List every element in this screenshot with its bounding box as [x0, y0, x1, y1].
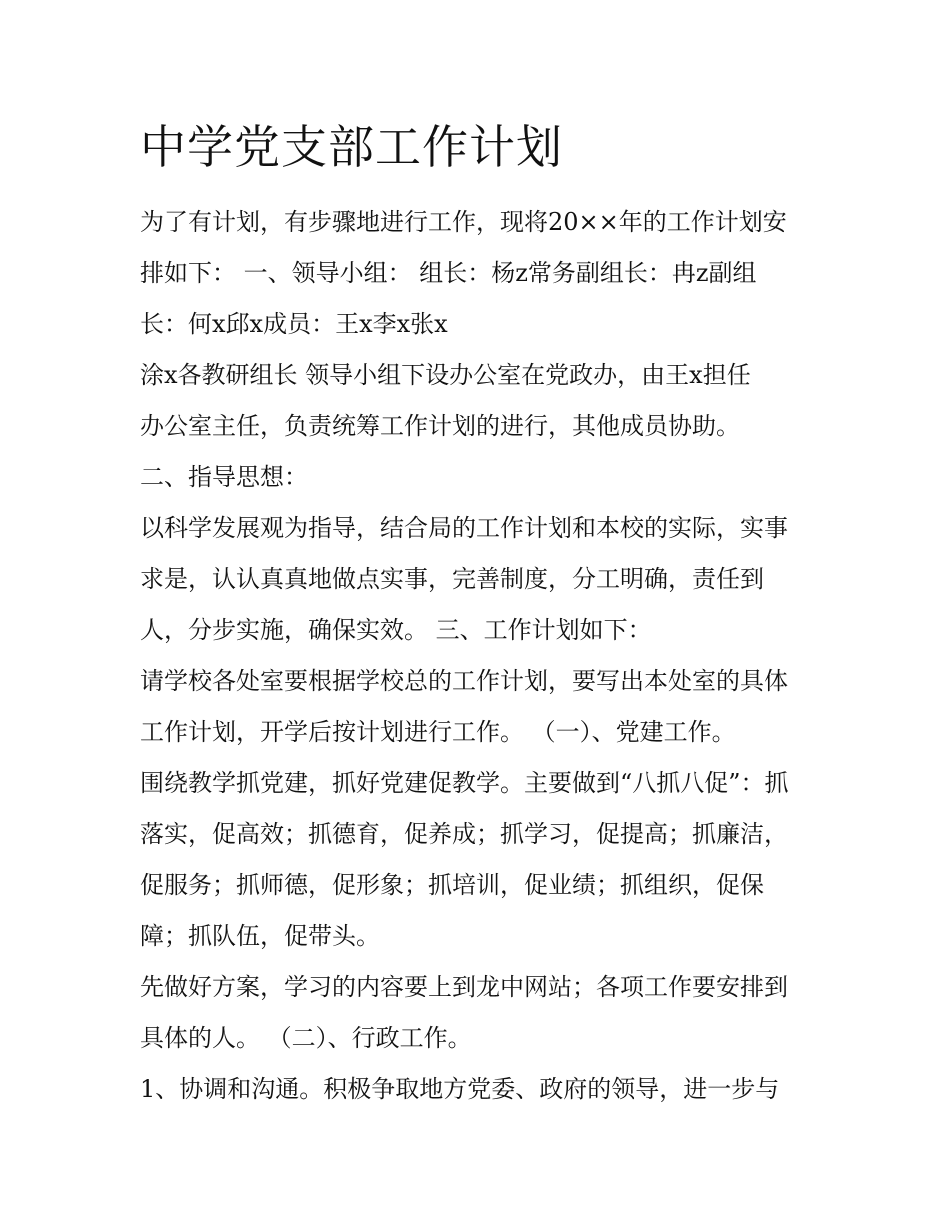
paragraph-line: 促服务；抓师德，促形象；抓培训，促业绩；抓组织，促保: [140, 871, 764, 899]
paragraph-line: 以科学发展观为指导，结合局的工作计划和本校的实际，实事: [140, 514, 788, 542]
paragraph-line: 排如下： 一、领导小组： 组长：杨z常务副组长：冉z副组: [140, 259, 757, 287]
paragraph-line: 长：何x邱x成员：王x李x张x: [140, 310, 448, 338]
paragraph-line: 具体的人。 （二）、行政工作。: [140, 1024, 472, 1052]
paragraph-line: 人，分步实施，确保实效。 三、工作计划如下：: [140, 616, 652, 644]
document-title: 中学党支部工作计划: [140, 120, 563, 174]
paragraph-line: 涂x各教研组长 领导小组下设办公室在党政办，由王x担任: [140, 361, 751, 389]
paragraph-line: 1、协调和沟通。积极争取地方党委、政府的领导，进一步与: [140, 1075, 780, 1103]
paragraph-line: 落实，促高效；抓德育，促养成；抓学习，促提高；抓廉洁，: [140, 820, 788, 848]
section-heading: 二、指导思想：: [140, 463, 308, 491]
paragraph-line: 先做好方案，学习的内容要上到龙中网站；各项工作要安排到: [140, 973, 788, 1001]
paragraph-line: 工作计划，开学后按计划进行工作。 （一）、党建工作。: [140, 718, 736, 746]
paragraph-line: 为了有计划，有步骤地进行工作，现将20××年的工作计划安: [140, 208, 787, 236]
paragraph-line: 请学校各处室要根据学校总的工作计划，要写出本处室的具体: [140, 667, 788, 695]
paragraph-line: 办公室主任，负责统筹工作计划的进行，其他成员协助。: [140, 412, 740, 440]
paragraph-line: 围绕教学抓党建，抓好党建促教学。主要做到“八抓八促”：抓: [140, 769, 789, 797]
paragraph-line: 障；抓队伍，促带头。: [140, 922, 380, 950]
paragraph-line: 求是，认认真真地做点实事，完善制度，分工明确，责任到: [140, 565, 764, 593]
